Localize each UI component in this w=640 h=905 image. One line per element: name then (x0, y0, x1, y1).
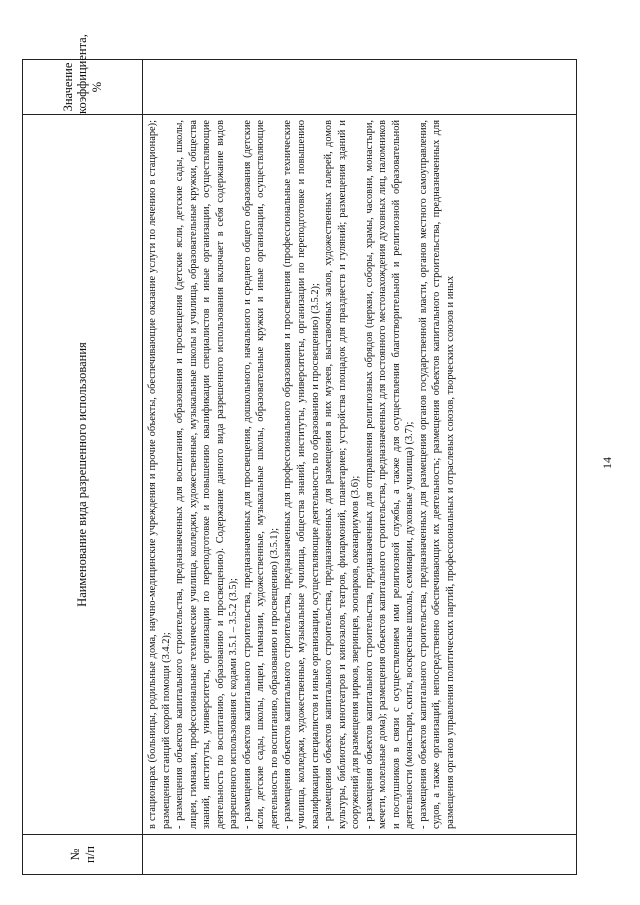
paragraph: - размещения объектов капитального строительства, предназначенных для профессионального образования и просвещения (профессиональные технические училища, колледжи, художественные, музыкальные училища, общества знаний, институты, университеты, организации по переподготовке и повышению квалификации специалистов и иные организации, осуществляющие деятельность по образованию и просвещению) (3.5.2); (282, 120, 321, 829)
header-coefficient (23, 34, 143, 115)
land-use-table (22, 34, 577, 875)
paragraph: - размещения объектов капитального строительства, предназначенных для отправления религиозных обрядов (церкви, соборы, храмы, часовни, монастыри, мечети, молельные дома); размещения объектов капитального строительства, предназначенных для постоянного местонахождения духовных лиц, паломников и послушников в связи с осуществлением ими религиозной службы, а также для осуществления благотворительной и религиозной образовательной деятельности (монастыри, скиты, воскресные школы, семинарии, духовные училища) (3.7); (363, 120, 416, 829)
paragraph: в стационарах (больницы, родильные дома, научно-медицинские учреждения и прочие объекты, обеспечивающие оказание услуги по лечению в стационаре); размещения станций скорой помощи (3.4.2); (147, 120, 172, 829)
page-number: 14 (600, 457, 614, 469)
header-coefficient-line-2: коэффициента, (75, 34, 90, 114)
paragraph: - размещения объектов капитального строительства, предназначенных для размещения органов государственной власти, органов местного самоуправления, судов, а также организаций, непосредственно обеспечивающих их деятельность; размещения объектов капитального строительства, предназначенных для размещения органов управления политических партий, профессиональных и отраслевых союзов, творческих союзов и иных (417, 120, 457, 829)
header-number-line-1: № (68, 848, 83, 861)
header-coefficient-line-3: % (89, 81, 104, 93)
paragraph: - размещения объектов капитального строительства, предназначенных для размещения в них музеев, выставочных залов, художественных галерей, домов культуры, библиотек, кинотеатров и кинозалов, театров, филармоний, планетариев; устройства площадок для празднеств и гуляний; размещения зданий и сооружений для размещения цирков, зверинцев, зоопарков, океанариумов (3.6); (323, 120, 362, 829)
row-description (143, 115, 460, 834)
paragraph: - размещения объектов капитального строительства, предназначенных для воспитания, образования и просвещения (детские ясли, детские сады, школы, лицеи, гимназии, профессиональные технические училища, колледжи, художественные, музыкальные школы и училища, образовательные кружки, общества знаний, институты, университеты, организации по переподготовке и повышению квалификации специалистов и иные организации, осуществляющие деятельность по воспитанию, образованию и просвещению). Содержание данного вида разрешенного использования включает в себя содержание видов разрешенного использования с кодами 3.5.1 – 3.5.2 (3.5); (174, 120, 240, 829)
header-coefficient-line-1: Значение (60, 62, 75, 112)
paragraph: - размещения объектов капитального строительства, предназначенных для просвещения, дошкольного, начального и среднего общего образования (детские ясли, детские сады, школы, лицеи, гимназии, художественные, музыкальные школы, образовательные кружки и иные организации, осуществляющие деятельность по воспитанию, образованию и просвещению) (3.5.1); (241, 120, 280, 829)
row-coefficient-cell (143, 60, 577, 115)
header-number-line-2: п/п (82, 846, 97, 863)
table-row (143, 60, 577, 875)
header-number (23, 835, 143, 875)
table-header-row (23, 60, 143, 875)
row-number-cell (143, 835, 577, 875)
header-use-type: Наименование вида разрешенного использования (23, 115, 143, 835)
row-description-cell (143, 115, 577, 835)
